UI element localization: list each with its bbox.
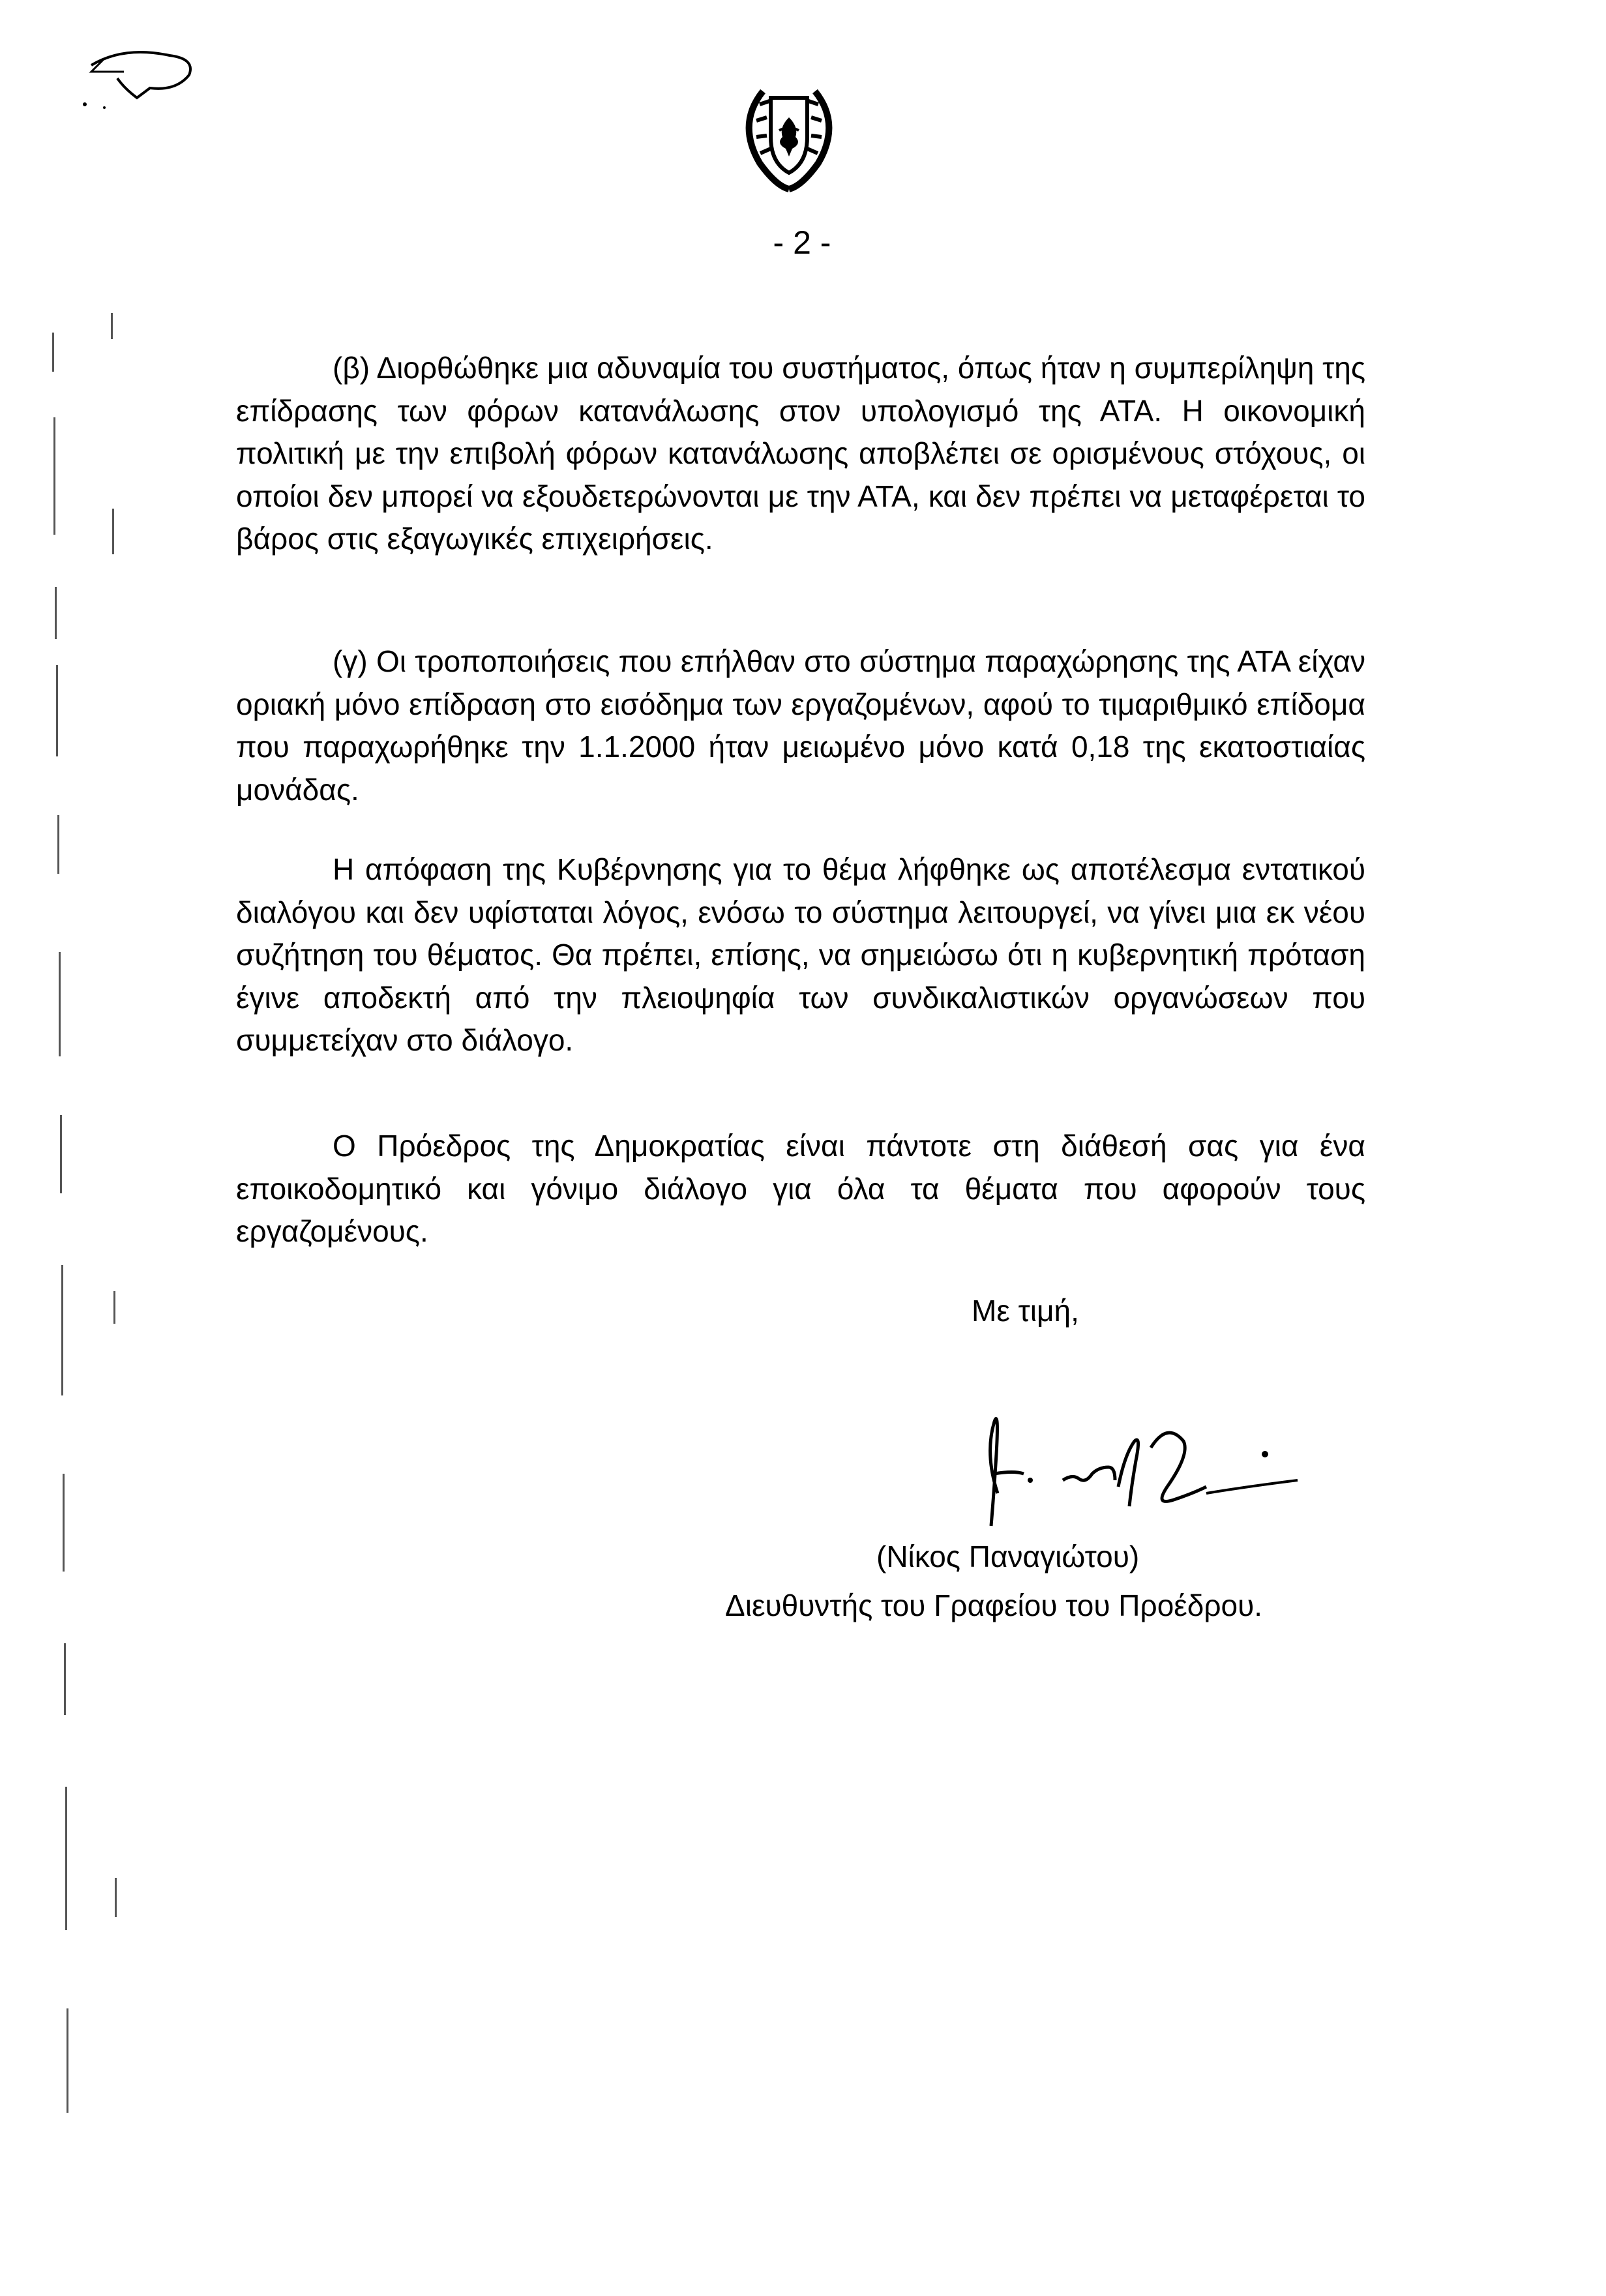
closing-salutation: Με τιμή, xyxy=(972,1294,1079,1328)
paragraph-gamma: (γ) Οι τροποποιήσεις που επήλθαν στο σύστημα παραχώρησης της ΑΤΑ είχαν οριακή μόνο επίδραση στο εισόδημα των εργαζομένων, αφού το τιμαριθμικό επίδομα που παραχωρήθηκε την 1.1.2000 ήταν μειωμένο μόνο κατά 0,18 της εκατοστιαίας μονάδας. xyxy=(236,644,1365,807)
paragraph-decision: Η απόφαση της Κυβέρνησης για το θέμα λήφθηκε ως αποτέλεσμα εντατικού διαλόγου και δεν υφίσταται λόγος, ενόσω το σύστημα λειτουργεί, να γίνει μια εκ νέου συζήτηση του θέματος. Θα πρέπει, επίσης, να σημειώσω ότι η κυβερνητική πρόταση έγινε αποδεκτή από την πλειοψηφία των συνδικαλιστικών οργανώσεων που συμμετείχαν στο διάλογο. xyxy=(236,852,1365,1057)
signer-name: (Νίκος Παναγιώτου) xyxy=(876,1540,1140,1573)
scan-mark xyxy=(65,26,209,117)
paragraph-president: Ο Πρόεδρος της Δημοκρατίας είναι πάντοτε στη διάθεσή σας για ένα εποικοδομητικό και γόνιμο διάλογο για όλα τα θέματα που αφορούν τους εργαζομένους. xyxy=(236,1129,1365,1248)
handwritten-signature xyxy=(959,1376,1311,1545)
page-number: - 2 - xyxy=(773,224,831,261)
paragraph-beta: (β) Διορθώθηκε μια αδυναμία του συστήματος, όπως ήταν η συμπερίληψη της επίδρασης των φόρων κατανάλωσης στον υπολογισμό της ΑΤΑ. Η οικονομική πολιτική με την επιβολή φόρων κατανάλωσης αποβλέπει σε ορισμένους στόχους, οι οποίοι δεν μπορεί να εξουδετερώνονται με την ΑΤΑ, και δεν πρέπει να μεταφέρεται το βάρος στις εξαγωγικές επιχειρήσεις. xyxy=(236,351,1365,556)
signer-title: Διευθυντής του Γραφείου του Προέδρου. xyxy=(725,1588,1263,1622)
margin-scan-dots xyxy=(39,248,170,2269)
coat-of-arms-icon xyxy=(724,65,854,196)
